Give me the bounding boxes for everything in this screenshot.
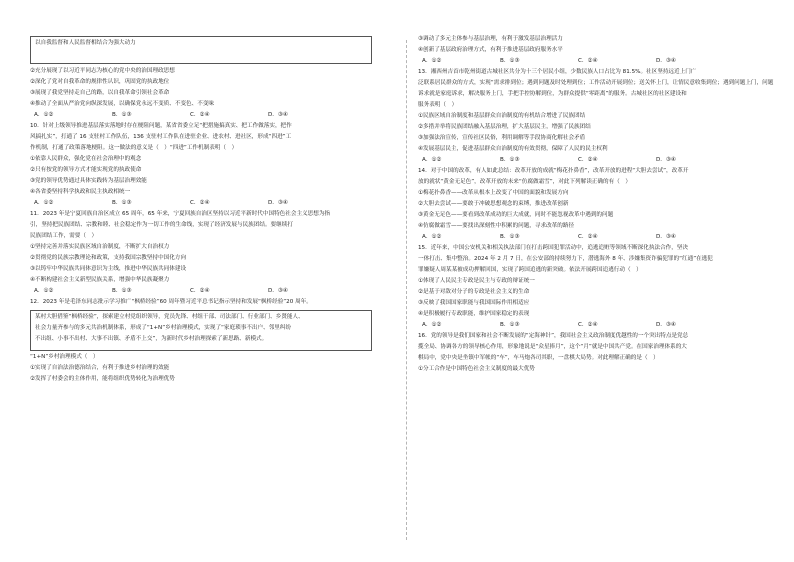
q11-item: ③以铸牢中华民族共同体意识为主线，推进中华民族共同体建设 [30,265,187,272]
q12-item: ③调动了多元主体参与基层治理，有利于激发基层治理活力 [418,36,563,42]
q11-option-a[interactable]: A．①② [34,287,54,294]
q15-item: ①体现了人民民主专政是民主与专政的辩证统一 [418,277,535,284]
q14-item: ③黄金无足色——要看到改革成功的巨大成就，同时不能忽视改革中遇到的问题 [418,211,614,218]
q13-stem: 服务表明（ ） [418,101,458,108]
q13-option-c[interactable]: C．②④ [578,156,598,163]
q9-option-d[interactable]: D．③④ [268,111,288,118]
q15-item: ②是基于对敌对分子的专政是社会主义的生命 [418,288,530,295]
q12-material-line: 某村大胆借鉴“枫桥经验”，探索建立村党组织领导，党员先锋、村组干部、司法部门、行业部门、乡贤能人、 [35,313,304,320]
q12-options [422,58,760,65]
q15-option-c[interactable]: C．②④ [578,321,598,328]
q14-option-d[interactable]: D．③④ [656,233,676,240]
topic-box [30,36,372,64]
q12-material-line: 社会力量齐参与的多元共治机制体系，形成了“1+N”乡村治理模式，实现了“家庭琐事不出户、邻里纠纷 [35,324,292,331]
q15-options [422,322,760,329]
q9-option-b[interactable]: B．①③ [112,111,132,118]
q10-item: ③党的领导优势通过具体实践转为基层治理效能 [30,177,147,184]
q13-item: ④发展基层民主，促进基层群众自治制度的有效贯彻，保障了人民的民主权利 [418,145,608,152]
q11-item: ②贯彻党的民族宗教理论和政策，支持我国宗教坚持中国化方向 [30,254,187,261]
q11-stem: 11．2023 年是宁夏回族自治区成立 65 周年，65 年来，宁夏回族自治区坚持以习近平新时代中国特色社会主义思想为指 [30,210,331,217]
q13-stem: 13．湘西州吉首市乾州街道古城社区共分为十三个居民小组，少数民族人口占比为 81.5%。社区坚持远近上门广 [418,68,697,75]
q13-option-a[interactable]: A．①② [422,156,442,163]
q9-item: ②深化了党对自我革命的规律性认识，巩固党的执政地位 [30,78,170,85]
q14-item: ①梅花扑鼻香——改革从根本上改变了中国的面貌和发展方向 [418,189,569,196]
q15-stem: 15．近年来，中国公安机关和相关执法部门在打击跨国犯罪活动中，追逃追赃等领域不断深化执法合作，坚决 [418,244,689,251]
left-column [30,36,372,387]
q12-item: ②发挥了村委会的主体作用，能将组织优势转化为治理优势 [30,375,175,382]
q15-item: ④是积极履行专政职能，维护国家稳定的表现 [418,310,530,317]
q12-option-b[interactable]: B．①③ [500,57,520,64]
q15-item: ③反映了我国国家职能与我国国际作用相适应 [418,299,530,306]
q11-item: ④不断构建社会主义新型民族关系，增强中华民族凝聚力 [30,276,170,283]
q11-item: ①坚持完善并落实民族区域自治制度，不断扩大自治权力 [30,243,170,250]
q12-option-c[interactable]: C．②④ [578,57,598,64]
q16-stem: 棋局中，党中央是坐镇中军帐的“车”，车马炮各司其职，一盘棋大局势。对此理解正确的是（ ） [418,354,659,361]
q10-item: ④各省委坚持科学执政和民主执政相统一 [30,188,131,195]
q12-option-a[interactable]: A．①② [422,57,442,64]
q12-stem: 12．2023 年是毛泽东同志批示学习推广“枫桥经验”60 周年暨习近平总书记指示坚持和发展“枫桥经验”20 周年。 [30,298,312,305]
q12-material-box [30,310,372,351]
q13-stem: 泛联系居民群众的方式，实现“需求排到位；遇到问题及时处理到位；工作活动开展到位；送关怀上门，让情民意收集到位；遇到问题上门，问题 [418,79,774,86]
q16-stem: 16．党的领导是我们国家和社会不断发展的“定海神针”，我国社会主义政治制度优越性的一个突出特点是党总 [418,332,689,339]
right-column [418,36,774,377]
q10-stem: 10．针对上级领导推进基层落实落地时存在梗阻问题，某省省委立足“把措施搞真实、把工作做落实，把作 [30,122,292,129]
q10-item: ①依靠人民群众，强化党在社会治理中的观念 [30,155,142,162]
q14-options [422,234,760,241]
q15-option-d[interactable]: D．③④ [656,321,676,328]
q13-item: ②多措并举将民族团结融入基层治理，扩大基层民主，增强了民族团结 [418,123,591,130]
q13-options [422,157,760,164]
q14-stem: 14．对于中国的改革，有人如此总结：改革开放的成就“梅花扑鼻香”，改革开放的进程“大胆去尝试”，改革开 [418,167,689,174]
q9-item: ③展现了我党坚持走自己的路，以自我革命引领社会革命 [30,89,170,96]
q11-stem: 民族团结工作，需要（ ） [30,232,98,239]
q13-option-d[interactable]: D．③④ [656,156,676,163]
q13-stem: 诉求就是家庭诉求，解决服务上门，手把手控协解到位，为群众提供“零距离”的服务。古城社区的社区建设和 [418,90,687,97]
q10-option-b[interactable]: B．①③ [112,199,132,206]
q14-option-c[interactable]: C．②④ [578,233,598,240]
q14-item: ④仿腐做霜雪——要找出深刻性中积累的问题，寻求改革的路径 [418,222,575,229]
q12-item: ④创新了基层政府治理方式，有利于推进基层政府服务水平 [418,46,563,53]
topic-text: 以自我监督和人民监督相结合为强大动力 [35,40,136,46]
q11-option-d[interactable]: D．③④ [268,287,288,294]
q10-option-c[interactable]: C．②④ [190,199,210,206]
q14-item: ②大胆去尝试——要敢于冲破思想观念的束缚，推进改革创新 [418,200,569,207]
q13-item: ①民族区域自治制度和基层群众自治制度的有机结合增进了民族团结 [418,112,586,119]
q12-question: “1+N”乡村治理模式（ ） [30,353,99,360]
q9-option-c[interactable]: C．②④ [190,111,210,118]
q11-options [34,288,372,295]
q9-item: ④推动了全面从严治党向纵深发展，以确保党永远不变质、不变色、不变味 [30,100,215,107]
q11-option-b[interactable]: B．①③ [112,287,132,294]
q9-options [34,112,372,119]
q11-stem: 引，坚持把民族团结、宗教和睦、社会稳定作为一切工作的生命线，实现了经济发展与民族团结。要继续打 [30,221,293,228]
q12-item: ①实现了自治法治德治结合，有利于推进乡村治理的效能 [30,364,170,371]
q10-item: ②只有按党的领导方式才能实现党的执政使命 [30,166,142,173]
q12-material-line: 不出组、小事不出村、大事不出镇、矛盾不上交”，为新时代乡村治理探索了新思路、新模式。 [35,335,268,342]
q14-stem: 放的就状“黄金无足色”，改革开放的未来“仿腐做霜雪”，对此下列解读正确的有（ ） [418,178,631,185]
q12-option-d[interactable]: D．③④ [656,57,676,64]
q15-option-a[interactable]: A．①② [422,321,442,328]
q16-item: ①分工合作是中国特色社会主义制度的最大优势 [418,365,535,372]
q13-option-b[interactable]: B．①③ [500,156,520,163]
q9-option-a[interactable]: A．①② [34,111,54,118]
q9-item: ②充分展现了以习近平同志为核心的党中央的治国理政思想 [30,68,175,74]
q10-stem: 风搞扎实”，打通了 16 支驻村工作队伍，136 支驻村工作队在进驻企业、进农村、进社区，形成“四进”工 [30,133,292,140]
q16-stem: 揽全局、协调各方的领导核心作用，形象地说是“众星捧月”，这个“月”就是中国共产党。在国家治理体系的大 [418,343,687,350]
q14-option-a[interactable]: A．①② [422,233,442,240]
q11-option-c[interactable]: C．②④ [190,287,210,294]
q10-stem: 作机制，打通了政策落地梗阻。这一做法的意义是（ ）“四进”工作机制表明（ ） [30,144,238,151]
q10-option-d[interactable]: D．③④ [268,199,288,206]
q14-option-b[interactable]: B．①③ [500,233,520,240]
q15-stem: 一体打击、集中整治。2024 年 2 月 7 日，在公安部的持续努力下，潜逃海外 8 年、涉嫌集资诈骗犯罪的“红通”在逃犯 [418,255,713,262]
q10-option-a[interactable]: A．①② [34,199,54,206]
q15-stem: 罪嫌疑人周某某被成功押解回国，实现了跨国追逃的新突破。依法开展跨国追逃行动（ ） [418,266,642,273]
q13-item: ③加强法治宣传，宣传社区民俗，利用调解等手段协商化解社会矛盾 [418,134,586,141]
q10-options [34,200,372,207]
column-divider [406,40,407,540]
q15-option-b[interactable]: B．①③ [500,321,520,328]
